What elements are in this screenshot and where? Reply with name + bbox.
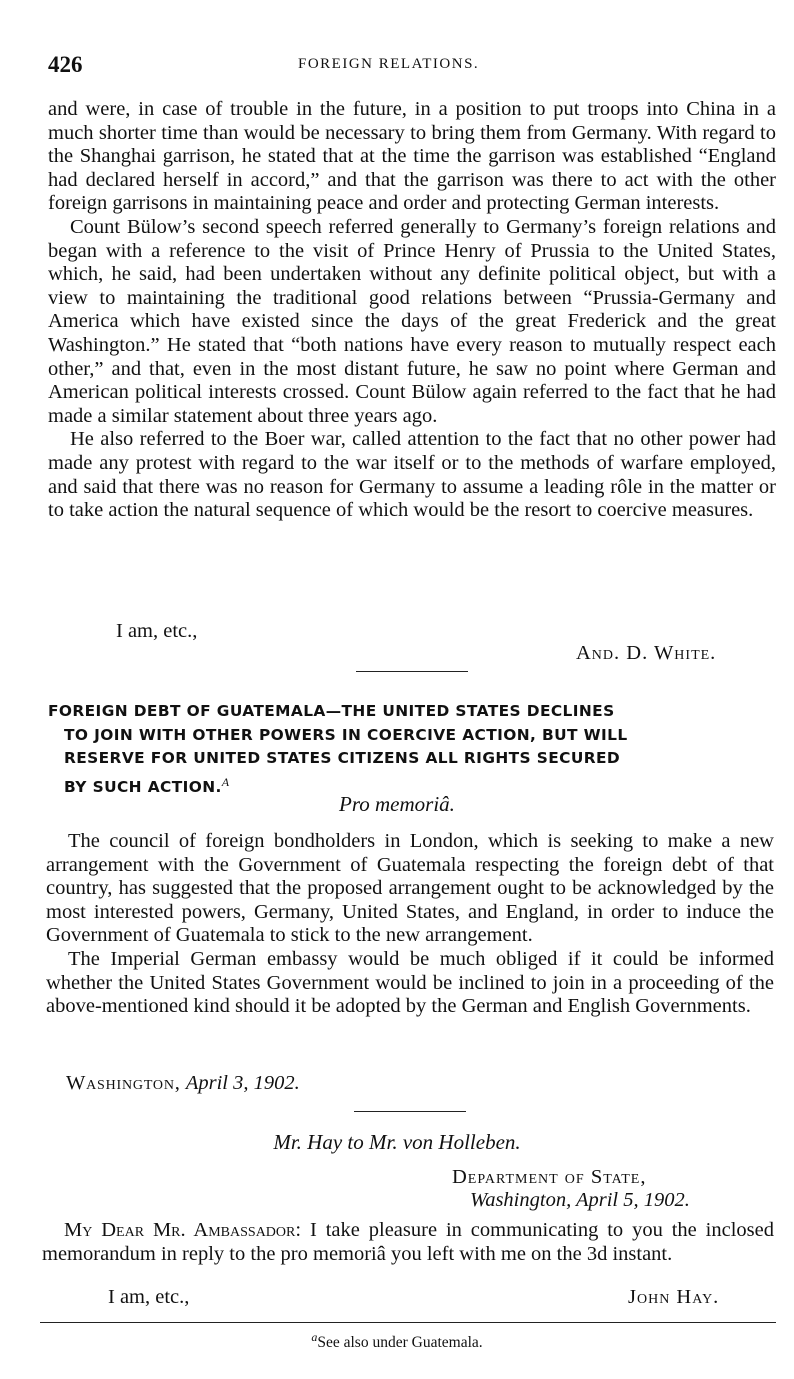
section-heading [48, 700, 776, 800]
running-head [48, 52, 772, 82]
paragraph [42, 1219, 774, 1266]
dateline-place: Washington, [66, 1072, 181, 1094]
heading-line: TO JOIN WITH OTHER POWERS IN COERCIVE ACTION, BUT WILL [64, 725, 628, 744]
section-divider [356, 671, 468, 672]
signature-white: And. D. White. [576, 642, 717, 664]
heading-line: FOREIGN DEBT OF GUATEMALA—THE UNITED STATES DECLINES [48, 702, 615, 720]
closing-line: I am, etc., [116, 620, 198, 642]
running-title: FOREIGN RELATIONS. [298, 56, 480, 72]
department-heading: Department of State, [452, 1166, 647, 1188]
letter-white-body [48, 98, 776, 523]
heading-line-text: BY SUCH ACTION. [64, 777, 222, 796]
section-divider [354, 1111, 466, 1112]
heading-line: RESERVE FOR UNITED STATES CITIZENS ALL RIGHTS SECURED [64, 749, 621, 768]
department-date: Washington, April 5, 1902. [470, 1189, 690, 1211]
closing-line: I am, etc., [108, 1286, 190, 1308]
memo-body [46, 830, 774, 1019]
footnote-reference: A [221, 774, 230, 789]
footnote-text: See also under Guatemala. [317, 1334, 483, 1352]
letter-title: Mr. Hay to Mr. von Holleben. [273, 1130, 521, 1154]
memo-subheading: Pro memoriâ. [339, 792, 455, 816]
dateline-date: April 3, 1902. [185, 1072, 300, 1094]
letter-text: I take pleasure in communicating to you the inclosed memorandum in reply to the pro memoriâ you left with me on the 3d instant. [42, 1219, 775, 1265]
paragraph: The council of foreign bondholders in London, which is seeking to make a new arrangement with the Government of Guatemala respecting the foreign debt of that country, has suggested that the proposed arrangement ought to be acknowledged by the most interested powers, Germany, United States, and England, in order to induce the Government of Guatemala to stick to the new arrangement. [46, 830, 774, 947]
page-number: 426 [48, 52, 83, 77]
paragraph: and were, in case of trouble in the future, in a position to put troops into China in a much shorter time than would be necessary to bring them from Germany. With regard to the Shanghai garrison, he stated that at the time the garrison was established “England had declared herself in accord,” and that the garrison was there to act with the other foreign garrisons in maintaining peace and order and protecting German interests. [48, 98, 776, 215]
footnote [0, 1330, 794, 1352]
footnote-rule [40, 1322, 776, 1323]
salutation: My Dear Mr. Ambassador: [64, 1219, 302, 1241]
paragraph: The Imperial German embassy would be much obliged if it could be informed whether the United States Government would be inclined to join in a proceeding of the above-mentioned kind should it be adopted by the German and English Governments. [46, 947, 774, 1018]
signature-hay: John Hay. [628, 1286, 720, 1308]
paragraph: He also referred to the Boer war, called attention to the fact that no other power had made any protest with regard to the war itself or to the methods of warfare employed, and said that there was no reason for Germany to assume a leading rôle in the matter or to take action the natural sequence of which would be the resort to coercive measures. [48, 428, 776, 522]
memo-dateline [66, 1072, 300, 1095]
letter-hay-body [42, 1219, 774, 1266]
footnote-marker: a [311, 1330, 318, 1344]
paragraph: Count Bülow’s second speech referred generally to Germany’s foreign relations and began with a reference to the visit of Prince Henry of Prussia to the United States, which, he said, had been undertaken without any definite political object, but with a view to maintaining the traditional good relations between “Prussia-Germany and America which have existed since the days of the great Frederick and the great Washington.” He stated that “both nations have every reason to mutually respect each other,” and that, even in the most distant future, he saw no point where German and American political interests crossed. Count Bülow again referred to the fact that he had made a similar statement about three years ago. [48, 215, 776, 427]
